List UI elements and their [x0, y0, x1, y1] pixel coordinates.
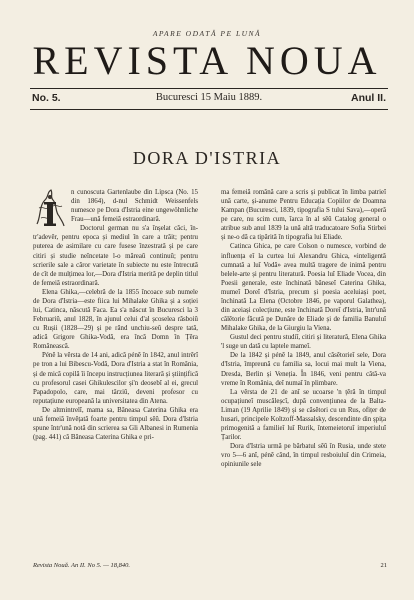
issue-date: Bucuresci 15 Maiu 1889.	[155, 92, 263, 103]
paragraph: Catinca Ghica, pe care Colson o numesce, vorbind de influența eĭ la curtea lui Alexandru Ghica, «inteligentă cumnată a luĭ Vodă» avea multă tragere de inimă pentru belele-arte și pentru literatură. Poesia luĭ Eliade Vocea, din Poesii generale, este închinată băneseĭ Caterina Ghika, mumeĭ Doreĭ d'Istria, precum și poesia aceluiași poet, închinată La Elena (Octobre 1846, pe vaporul Galathea), din aceiași colecțiune, este închinată Doreĭ d'Istria, într'ună călĕtorie făcută pe Dunăre de Eliade și de familia Banuluĭ Mihalake Ghika, de la Giurgiu la Viena.	[221, 243, 386, 333]
footer-note: Revista Nouă. An II. No 5. — 18,840.	[33, 562, 131, 569]
tagline: APARE ODATĂ PE LUNĂ	[152, 29, 262, 38]
paragraph: Dora d'Istria urmă pe bărbatul sĕŭ în Rusia, unde stete vro 5—6 anĭ, pénĕ când, în timpul resboiuluĭ din Crimeia, opiniunile sele	[221, 443, 386, 469]
paragraph: La vĕrsta de 21 de anĭ se ucoarse 'n țĕră în timpul ocupațiuneĭ muscăleșcĭ, după convențiunea de la Balta-Liman (19 Aprilie 1849) și se căsĕtori cu un Rus, ofițer de husari, principele Koltzoff-Massalsky, descendinte din șpița primogenită a familieĭ luĭ Rurik, întemeietoruĭ imperiuluĭ Țarilor.	[221, 388, 386, 442]
article-column-right	[221, 188, 386, 469]
magazine-title: REVISTA NOUA	[32, 38, 382, 83]
page-footer	[33, 562, 387, 572]
issue-info-line	[32, 92, 386, 106]
paragraph: Elena Ghika,—celebră de la 1855 încoace sub numele de Dora d'Istria—este fiica lui Mihalake Ghika și a soției lui, Catinca, născută Faca. Ea s'a născut în Bucuresci la 3 Februariŭ, anul 1828, în ajunul celui d'al școselea răsboiŭ cu Rușii (1828—29) și pe rănd unchiu-seŭ despre tată, adică Grigore Ghika-Vodă, era încă Domn în Țĕra Românească.	[33, 288, 198, 351]
article-column-left	[33, 188, 198, 442]
article-title: DORA D'ISTRIA	[132, 148, 282, 168]
header-rule-bottom	[30, 109, 388, 110]
paragraph: ma femeiă română care a scris și publicat în limba patrieĭ ună carte, și-anume Pentru Educația Copiilor de Doamna Kampan (Bucuresci, 1839, tipografia S tului Sava),—operă pe care, nu scim cum, ĭarca în al sĕŭ Catalog general o atribue sub anul 1839 la ună altă traducatoare Sofia Stirbei și ne-o dă ca tipărită în tipografia lui Eliade.	[221, 189, 386, 242]
paragraph: n cunoscuta Gartenlaube din Lipsca (No. 15 din 1864), d-nul Schmidt Weissenfels numesce pe Dora d'Istria eine ungewöhnliche Frau—ună femeiă estraordinară.	[71, 189, 198, 224]
issue-number: No. 5.	[32, 92, 61, 104]
paragraph: De altmintrelĭ, mama sa, Băneasa Caterina Ghika era ună femeiă învĕțată foarte pentru timpul sěŭ. Dora d'Istria spune într'ună notă din scrierea sa Gli Albanesi in Rumenia (pag. 441) că Băneasa Caterina Ghika e pri-	[33, 406, 198, 442]
header-rule-top	[30, 88, 388, 89]
paragraph: De la 1842 și pénĕ la 1849, anul căsĕtorieĭ sele, Dora d'Istria, împreună cu familia sa, locui mai mult la Viena, Dresda, Berlin și Veneția. În 1846, veni pentru câtă-va vreme în România, deĭ numaĭ în plimbare.	[221, 352, 386, 387]
ornamental-initial-icon	[33, 188, 67, 228]
issue-year: Anul II.	[351, 92, 386, 104]
paragraph: Gustul deci pentru studiĭ, citiri și literatură, Elena Ghika 'l suge un dată cu laptele mameĭ.	[221, 334, 386, 351]
paragraph: Doctorul german nu s'a înșelat căci, în-tr'adevěr, pentru epoca și mediul în care a trăit; pentru puterea de asimilare cu care fusese înzestrată și pe care citiri și studie neîncetate l-o măreaŭ continuŭ; pentru scrierile sale a căror varietate în subiecte nu este întrecută de cît de mulțimea lor,—Dora d'Istria merită pe deplin titlul de femeiă estraordinară.	[33, 225, 198, 287]
paragraph: Pénĕ la vĕrsta de 14 ani, adică pénĕ în 1842, anul intrĕrĭ pe tron a lui Bibescu-Vodă, Dora d'Istria a stat în România, și de mică copilă îi începu instrucțiunea literară și științifică cu profesorul casei Ghikulescilor și'n deosebĭ al ei, grecul Papadopolo, care, mai târziŭ, deveni profesor cu reputațiune europeană la universitatea din Atena.	[33, 352, 198, 405]
page-number: 21	[380, 562, 387, 569]
